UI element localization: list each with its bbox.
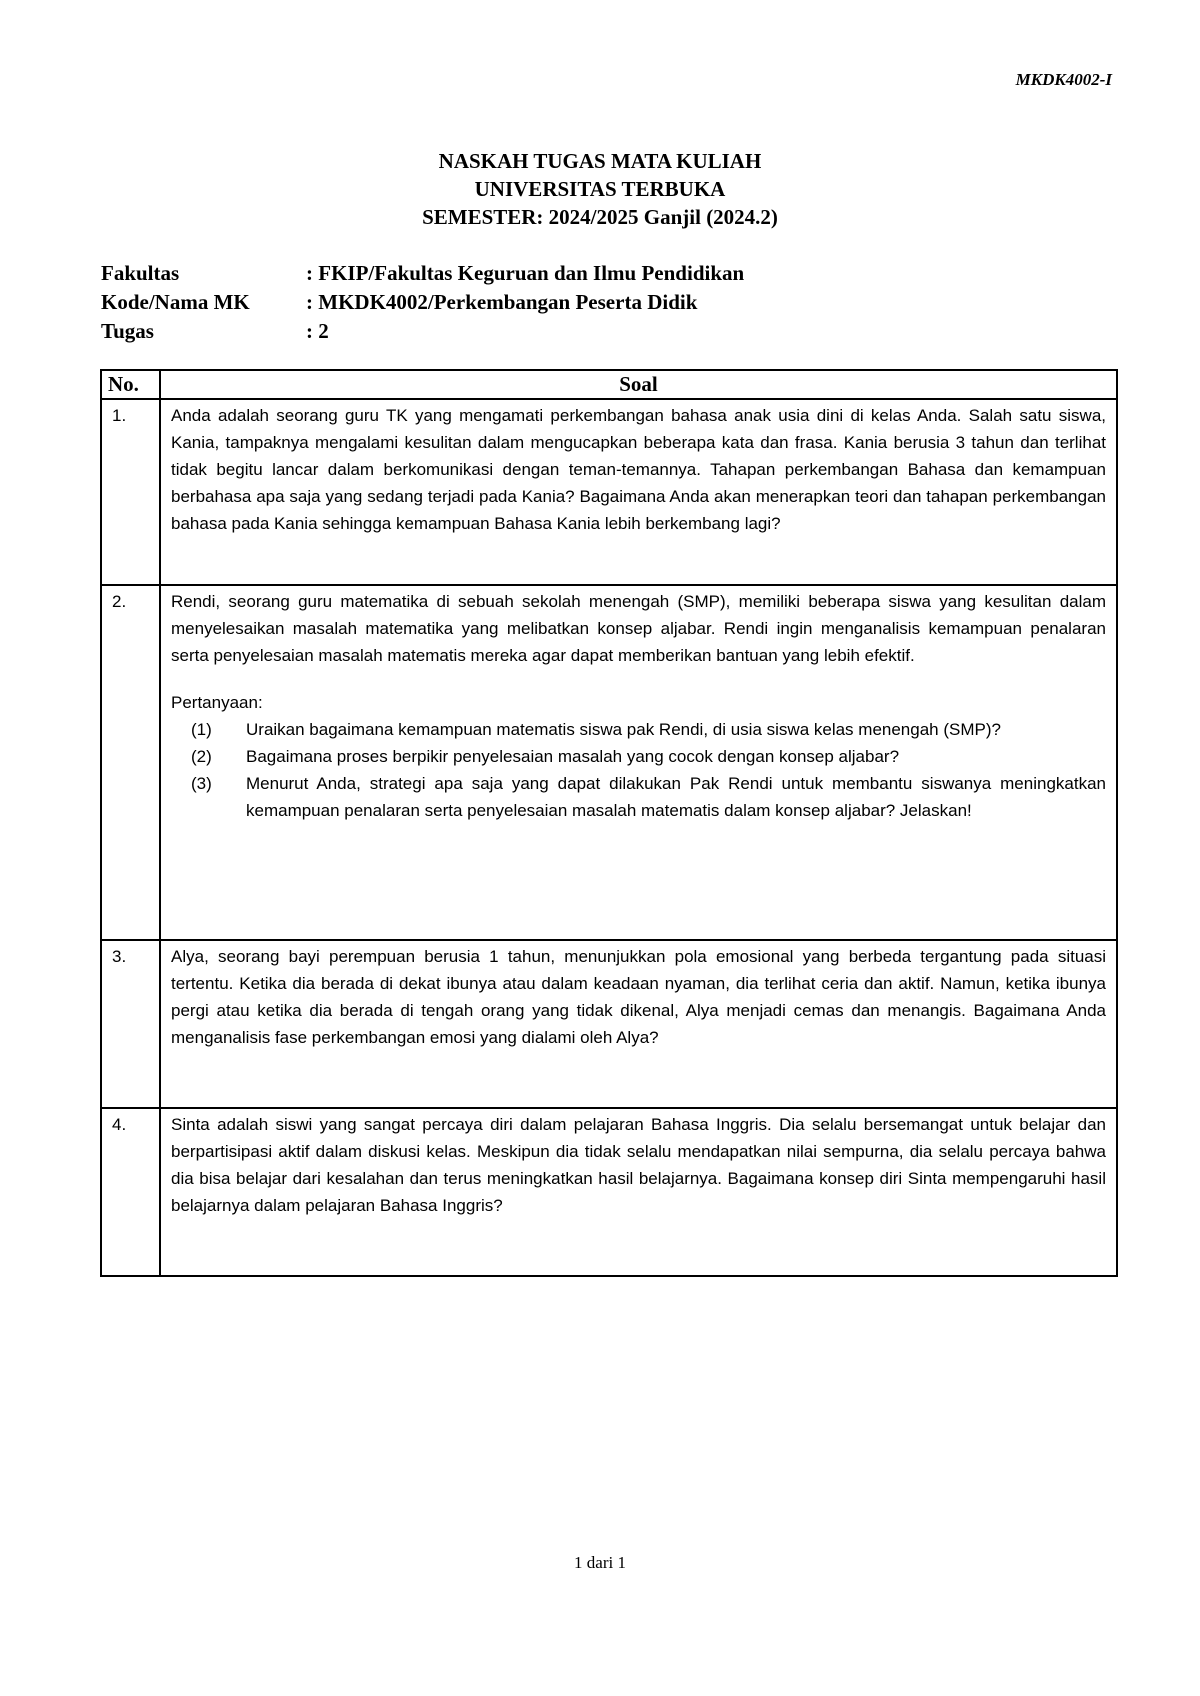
- meta-value: : FKIP/Fakultas Keguruan dan Ilmu Pendidikan: [306, 261, 745, 285]
- question-cell: [160, 940, 1117, 1108]
- meta-row-assignment: [101, 317, 744, 346]
- question-cell: [160, 585, 1117, 940]
- document-code: MKDK4002-I: [1015, 70, 1112, 89]
- sub-question-number: (3): [191, 774, 212, 793]
- question-text: Rendi, seorang guru matematika di sebuah sekolah menengah (SMP), memiliki beberapa siswa yang kesulitan dalam menyelesaikan masalah matematika yang melibatkan konsep aljabar. Rendi ingin menganalisis kemampuan penalaran serta penyelesaian masalah matematis mereka agar dapat memberikan bantuan yang lebih efektif.: [171, 592, 1106, 665]
- meta-row-faculty: [101, 259, 744, 288]
- meta-label: Fakultas: [101, 261, 180, 285]
- question-number: 2.: [101, 585, 160, 940]
- question-text: Sinta adalah siswi yang sangat percaya diri dalam pelajaran Bahasa Inggris. Dia selalu bersemangat untuk belajar dan berpartisipasi aktif dalam diskusi kelas. Meskipun dia tidak selalu mendapatkan nilai sempurna, dia selalu percaya bahwa dia bisa belajar dari kesalahan dan terus meningkatkan hasil belajarnya. Bagaimana konsep diri Sinta mempengaruhi hasil belajarnya dalam pelajaran Bahasa Inggris?: [171, 1115, 1106, 1215]
- table-header-row: [101, 370, 1117, 399]
- question-cell: [160, 399, 1117, 585]
- sub-question-text: Uraikan bagaimana kemampuan matematis siswa pak Rendi, di usia siswa kelas menengah (SMP)?: [246, 720, 1001, 739]
- sub-question: [171, 716, 1106, 743]
- table-row: [101, 940, 1117, 1108]
- document-title: [0, 147, 1200, 231]
- question-number: 3.: [101, 940, 160, 1108]
- meta-label: Tugas: [101, 319, 154, 343]
- question-text: Anda adalah seorang guru TK yang mengamati perkembangan bahasa anak usia dini di kelas Anda. Salah satu siswa, Kania, tampaknya mengalami kesulitan dalam mengucapkan beberapa kata dan frasa. Kania berusia 3 tahun dan terlihat tidak begitu lancar dalam berkomunikasi dengan teman-temannya. Tahapan perkembangan Bahasa dan kemampuan berbahasa apa saja yang sedang terjadi pada Kania? Bagaimana Anda akan menerapkan teori dan tahapan perkembangan bahasa pada Kania sehingga kemampuan Bahasa Kania lebih berkembang lagi?: [171, 406, 1106, 533]
- question-text: Alya, seorang bayi perempuan berusia 1 tahun, menunjukkan pola emosional yang berbeda tergantung pada situasi tertentu. Ketika dia berada di dekat ibunya atau dalam keadaan nyaman, dia terlihat ceria dan aktif. Namun, ketika ibunya pergi atau ketika dia berada di tengah orang yang tidak dikenal, Alya menjadi cemas dan menangis. Bagaimana Anda menganalisis fase perkembangan emosi yang dialami oleh Alya?: [171, 947, 1106, 1047]
- question-table: [100, 369, 1118, 1277]
- sub-question-text: Bagaimana proses berpikir penyelesaian masalah yang cocok dengan konsep aljabar?: [246, 747, 900, 766]
- sub-question-number: (2): [191, 747, 212, 766]
- header-no: No.: [101, 370, 160, 399]
- sub-question: [171, 770, 1106, 824]
- sub-question-number: (1): [191, 720, 212, 739]
- table-row: [101, 585, 1117, 940]
- meta-row-course: [101, 288, 744, 317]
- sub-question: [171, 743, 1106, 770]
- header-soal: Soal: [160, 370, 1117, 399]
- title-line-3: SEMESTER: 2024/2025 Ganjil (2024.2): [422, 205, 778, 229]
- meta-value: : MKDK4002/Perkembangan Peserta Didik: [306, 290, 698, 314]
- sub-question-text: Menurut Anda, strategi apa saja yang dapat dilakukan Pak Rendi untuk membantu siswanya meningkatkan kemampuan penalaran serta penyelesaian masalah matematis dalam konsep aljabar? Jelaskan!: [246, 774, 1106, 820]
- question-label: Pertanyaan:: [171, 693, 263, 712]
- course-info: [101, 259, 744, 346]
- table-row: [101, 1108, 1117, 1276]
- question-number: 4.: [101, 1108, 160, 1276]
- page-number: 1 dari 1: [574, 1553, 626, 1572]
- meta-value: : 2: [306, 319, 329, 343]
- table-row: [101, 399, 1117, 585]
- meta-label: Kode/Nama MK: [101, 290, 250, 314]
- title-line-1: NASKAH TUGAS MATA KULIAH: [438, 149, 762, 173]
- sub-question-list: [171, 716, 1106, 824]
- question-number: 1.: [101, 399, 160, 585]
- title-line-2: UNIVERSITAS TERBUKA: [474, 177, 726, 201]
- question-cell: [160, 1108, 1117, 1276]
